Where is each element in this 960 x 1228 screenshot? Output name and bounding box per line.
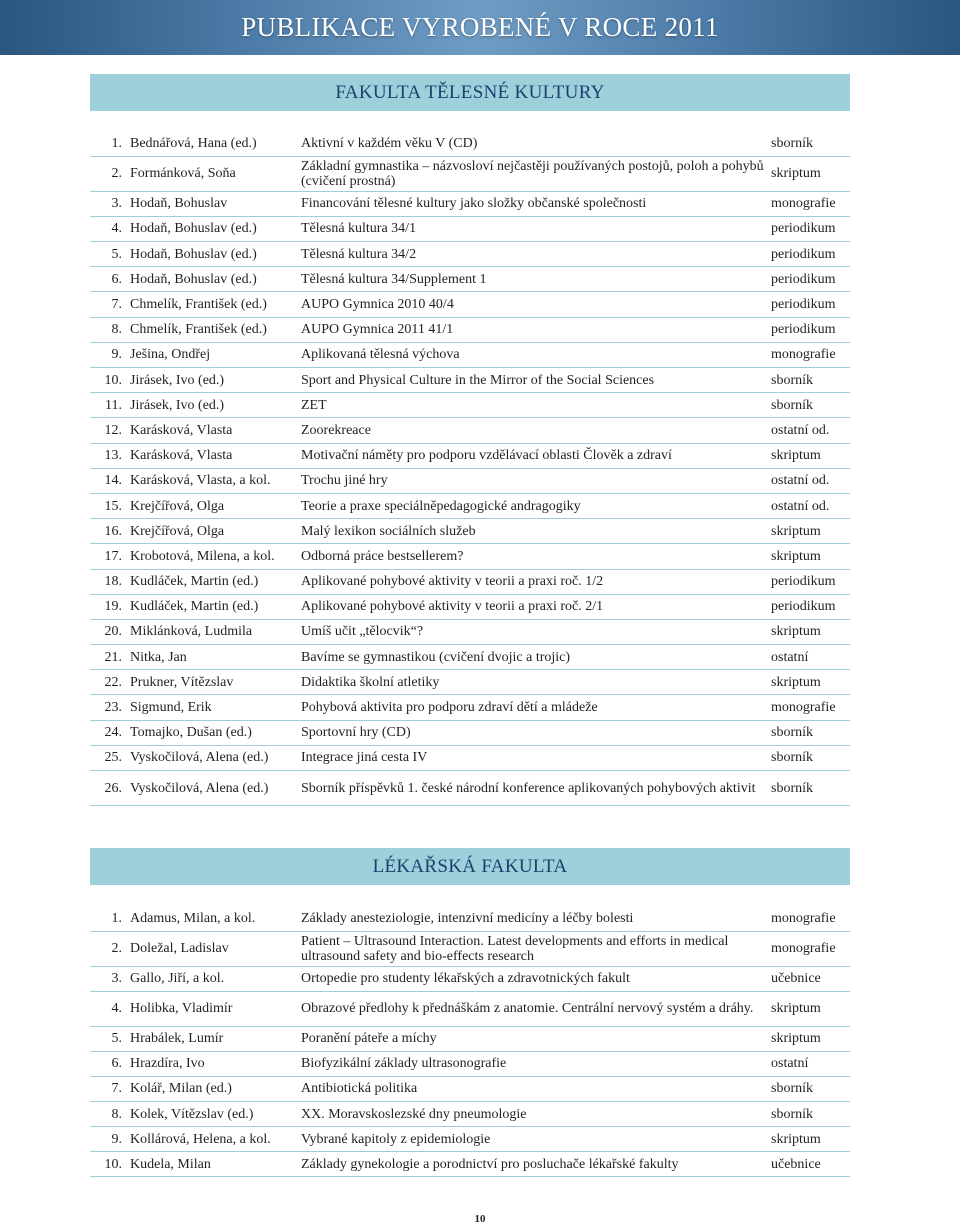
row-number: 13. <box>90 443 130 468</box>
author-cell: Formánková, Soňa <box>130 156 301 191</box>
table-row <box>90 594 850 619</box>
type-cell: ostatní od. <box>771 418 850 443</box>
author-cell: Sigmund, Erik <box>130 695 301 720</box>
author-cell: Chmelík, František (ed.) <box>130 317 301 342</box>
table-row <box>90 745 850 770</box>
type-cell: sborník <box>771 745 850 770</box>
title-cell: XX. Moravskoslezské dny pneumologie <box>301 1101 771 1126</box>
row-number: 6. <box>90 267 130 292</box>
author-cell: Hodaň, Bohuslav (ed.) <box>130 267 301 292</box>
title-cell: Zoorekreace <box>301 418 771 443</box>
title-cell: Základy gynekologie a porodnictví pro posluchače lékařské fakulty <box>301 1152 771 1177</box>
author-cell: Chmelík, František (ed.) <box>130 292 301 317</box>
row-number: 8. <box>90 317 130 342</box>
table-row <box>90 267 850 292</box>
author-cell: Krejčířová, Olga <box>130 493 301 518</box>
author-cell: Kolek, Vítězslav (ed.) <box>130 1101 301 1126</box>
table-row <box>90 216 850 241</box>
row-number: 8. <box>90 1101 130 1126</box>
title-cell: Sborník příspěvků 1. české národní konference aplikovaných pohybových aktivit <box>301 771 771 806</box>
table-row <box>90 317 850 342</box>
type-cell: periodikum <box>771 216 850 241</box>
table-row <box>90 242 850 267</box>
type-cell: periodikum <box>771 569 850 594</box>
type-cell: ostatní od. <box>771 493 850 518</box>
title-cell: Sportovní hry (CD) <box>301 720 771 745</box>
page-number: 10 <box>474 1213 486 1225</box>
row-number: 11. <box>90 393 130 418</box>
row-number: 9. <box>90 1127 130 1152</box>
type-cell: periodikum <box>771 317 850 342</box>
type-cell: sborník <box>771 1101 850 1126</box>
author-cell: Hodaň, Bohuslav <box>130 191 301 216</box>
author-cell: Krejčířová, Olga <box>130 519 301 544</box>
title-cell: Aktivní v každém věku V (CD) <box>301 111 771 156</box>
author-cell: Vyskočilová, Alena (ed.) <box>130 771 301 806</box>
type-cell: skriptum <box>771 156 850 191</box>
title-cell: Integrace jiná cesta IV <box>301 745 771 770</box>
type-cell: periodikum <box>771 292 850 317</box>
table-row <box>90 885 850 931</box>
table-row <box>90 1051 850 1076</box>
row-number: 2. <box>90 931 130 966</box>
row-number: 21. <box>90 645 130 670</box>
table-row <box>90 695 850 720</box>
type-cell: skriptum <box>771 619 850 644</box>
title-cell: Teorie a praxe speciálněpedagogické andragogiky <box>301 493 771 518</box>
section-ftk <box>90 74 850 806</box>
author-cell: Kudláček, Martin (ed.) <box>130 594 301 619</box>
title-cell: Patient – Ultrasound Interaction. Latest developments and efforts in medical ultrasound safety and bio-effects research <box>301 931 771 966</box>
type-cell: ostatní od. <box>771 468 850 493</box>
table-row <box>90 670 850 695</box>
title-cell: Ortopedie pro studenty lékařských a zdravotnických fakult <box>301 966 771 991</box>
table-row <box>90 443 850 468</box>
table-row <box>90 619 850 644</box>
table-row <box>90 931 850 966</box>
type-cell: sborník <box>771 1076 850 1101</box>
table-row <box>90 991 850 1026</box>
author-cell: Kollárová, Helena, a kol. <box>130 1127 301 1152</box>
title-cell: Tělesná kultura 34/Supplement 1 <box>301 267 771 292</box>
title-cell: Tělesná kultura 34/2 <box>301 242 771 267</box>
row-number: 6. <box>90 1051 130 1076</box>
author-cell: Hrabálek, Lumír <box>130 1026 301 1051</box>
row-number: 12. <box>90 418 130 443</box>
section-heading: FAKULTA TĚLESNÉ KULTURY <box>90 74 850 111</box>
row-number: 20. <box>90 619 130 644</box>
row-number: 17. <box>90 544 130 569</box>
type-cell: ostatní <box>771 1051 850 1076</box>
author-cell: Ješina, Ondřej <box>130 342 301 367</box>
row-number: 10. <box>90 368 130 393</box>
type-cell: monografie <box>771 695 850 720</box>
type-cell: učebnice <box>771 966 850 991</box>
row-number: 15. <box>90 493 130 518</box>
title-cell: Odborná práce bestsellerem? <box>301 544 771 569</box>
row-number: 5. <box>90 242 130 267</box>
type-cell: sborník <box>771 368 850 393</box>
type-cell: monografie <box>771 191 850 216</box>
author-cell: Vyskočilová, Alena (ed.) <box>130 745 301 770</box>
table-row <box>90 544 850 569</box>
type-cell: periodikum <box>771 594 850 619</box>
type-cell: monografie <box>771 342 850 367</box>
type-cell: ostatní <box>771 645 850 670</box>
table-row <box>90 1152 850 1177</box>
type-cell: skriptum <box>771 544 850 569</box>
author-cell: Hodaň, Bohuslav (ed.) <box>130 216 301 241</box>
page-title: PUBLIKACE VYROBENÉ V ROCE 2011 <box>241 12 719 42</box>
type-cell: skriptum <box>771 519 850 544</box>
row-number: 7. <box>90 292 130 317</box>
row-number: 24. <box>90 720 130 745</box>
row-number: 5. <box>90 1026 130 1051</box>
row-number: 10. <box>90 1152 130 1177</box>
author-cell: Karásková, Vlasta, a kol. <box>130 468 301 493</box>
type-cell: skriptum <box>771 443 850 468</box>
author-cell: Kolář, Milan (ed.) <box>130 1076 301 1101</box>
table-row <box>90 368 850 393</box>
table-row <box>90 720 850 745</box>
title-cell: Aplikované pohybové aktivity v teorii a praxi roč. 1/2 <box>301 569 771 594</box>
table-row <box>90 519 850 544</box>
author-cell: Doležal, Ladislav <box>130 931 301 966</box>
title-cell: Trochu jiné hry <box>301 468 771 493</box>
type-cell: monografie <box>771 931 850 966</box>
type-cell: periodikum <box>771 242 850 267</box>
author-cell: Gallo, Jiří, a kol. <box>130 966 301 991</box>
title-cell: Pohybová aktivita pro podporu zdraví dětí a mládeže <box>301 695 771 720</box>
title-cell: Motivační náměty pro podporu vzdělávací oblasti Člověk a zdraví <box>301 443 771 468</box>
section-heading: LÉKAŘSKÁ FAKULTA <box>90 848 850 885</box>
table-row <box>90 1101 850 1126</box>
row-number: 1. <box>90 885 130 931</box>
row-number: 4. <box>90 991 130 1026</box>
table-row <box>90 493 850 518</box>
type-cell: skriptum <box>771 991 850 1026</box>
author-cell: Karásková, Vlasta <box>130 418 301 443</box>
type-cell: sborník <box>771 111 850 156</box>
row-number: 25. <box>90 745 130 770</box>
author-cell: Miklánková, Ludmila <box>130 619 301 644</box>
table-row <box>90 156 850 191</box>
author-cell: Adamus, Milan, a kol. <box>130 885 301 931</box>
row-number: 4. <box>90 216 130 241</box>
author-cell: Holibka, Vladimír <box>130 991 301 1026</box>
row-number: 16. <box>90 519 130 544</box>
title-cell: AUPO Gymnica 2010 40/4 <box>301 292 771 317</box>
row-number: 14. <box>90 468 130 493</box>
title-cell: Didaktika školní atletiky <box>301 670 771 695</box>
row-number: 26. <box>90 771 130 806</box>
author-cell: Hodaň, Bohuslav (ed.) <box>130 242 301 267</box>
table-row <box>90 569 850 594</box>
section-lf <box>90 848 850 1177</box>
author-cell: Karásková, Vlasta <box>130 443 301 468</box>
table-row <box>90 342 850 367</box>
table-row <box>90 418 850 443</box>
title-cell: Obrazové předlohy k přednáškám z anatomie. Centrální nervový systém a dráhy. <box>301 991 771 1026</box>
table-row <box>90 1076 850 1101</box>
type-cell: sborník <box>771 771 850 806</box>
publication-table <box>90 885 850 1177</box>
table-row <box>90 966 850 991</box>
author-cell: Prukner, Vítězslav <box>130 670 301 695</box>
type-cell: periodikum <box>771 267 850 292</box>
row-number: 3. <box>90 966 130 991</box>
type-cell: skriptum <box>771 1026 850 1051</box>
page-banner <box>0 0 960 55</box>
title-cell: Financování tělesné kultury jako složky občanské společnosti <box>301 191 771 216</box>
title-cell: Aplikované pohybové aktivity v teorii a praxi roč. 2/1 <box>301 594 771 619</box>
type-cell: monografie <box>771 885 850 931</box>
row-number: 23. <box>90 695 130 720</box>
table-row <box>90 191 850 216</box>
author-cell: Jirásek, Ivo (ed.) <box>130 368 301 393</box>
table-row <box>90 292 850 317</box>
author-cell: Jirásek, Ivo (ed.) <box>130 393 301 418</box>
table-row <box>90 111 850 156</box>
title-cell: Malý lexikon sociálních služeb <box>301 519 771 544</box>
table-row <box>90 1026 850 1051</box>
publication-table <box>90 111 850 806</box>
author-cell: Hrazdíra, Ivo <box>130 1051 301 1076</box>
type-cell: sborník <box>771 393 850 418</box>
title-cell: Základy anesteziologie, intenzivní medicíny a léčby bolesti <box>301 885 771 931</box>
author-cell: Tomajko, Dušan (ed.) <box>130 720 301 745</box>
author-cell: Bednářová, Hana (ed.) <box>130 111 301 156</box>
title-cell: Aplikovaná tělesná výchova <box>301 342 771 367</box>
row-number: 2. <box>90 156 130 191</box>
type-cell: skriptum <box>771 670 850 695</box>
row-number: 9. <box>90 342 130 367</box>
row-number: 22. <box>90 670 130 695</box>
type-cell: skriptum <box>771 1127 850 1152</box>
type-cell: učebnice <box>771 1152 850 1177</box>
title-cell: Biofyzikální základy ultrasonografie <box>301 1051 771 1076</box>
row-number: 18. <box>90 569 130 594</box>
author-cell: Kudela, Milan <box>130 1152 301 1177</box>
title-cell: Základní gymnastika – názvosloví nejčastěji používaných postojů, poloh a pohybů (cvičení prostná) <box>301 156 771 191</box>
table-row <box>90 645 850 670</box>
row-number: 7. <box>90 1076 130 1101</box>
title-cell: Vybrané kapitoly z epidemiologie <box>301 1127 771 1152</box>
title-cell: Poranění páteře a míchy <box>301 1026 771 1051</box>
type-cell: sborník <box>771 720 850 745</box>
row-number: 3. <box>90 191 130 216</box>
table-row <box>90 468 850 493</box>
table-row <box>90 771 850 806</box>
author-cell: Nitka, Jan <box>130 645 301 670</box>
table-row <box>90 1127 850 1152</box>
table-row <box>90 393 850 418</box>
row-number: 1. <box>90 111 130 156</box>
title-cell: Antibiotická politika <box>301 1076 771 1101</box>
author-cell: Kudláček, Martin (ed.) <box>130 569 301 594</box>
title-cell: Sport and Physical Culture in the Mirror of the Social Sciences <box>301 368 771 393</box>
title-cell: AUPO Gymnica 2011 41/1 <box>301 317 771 342</box>
title-cell: ZET <box>301 393 771 418</box>
title-cell: Bavíme se gymnastikou (cvičení dvojic a trojic) <box>301 645 771 670</box>
title-cell: Umíš učit „tělocvik“? <box>301 619 771 644</box>
row-number: 19. <box>90 594 130 619</box>
author-cell: Krobotová, Milena, a kol. <box>130 544 301 569</box>
title-cell: Tělesná kultura 34/1 <box>301 216 771 241</box>
